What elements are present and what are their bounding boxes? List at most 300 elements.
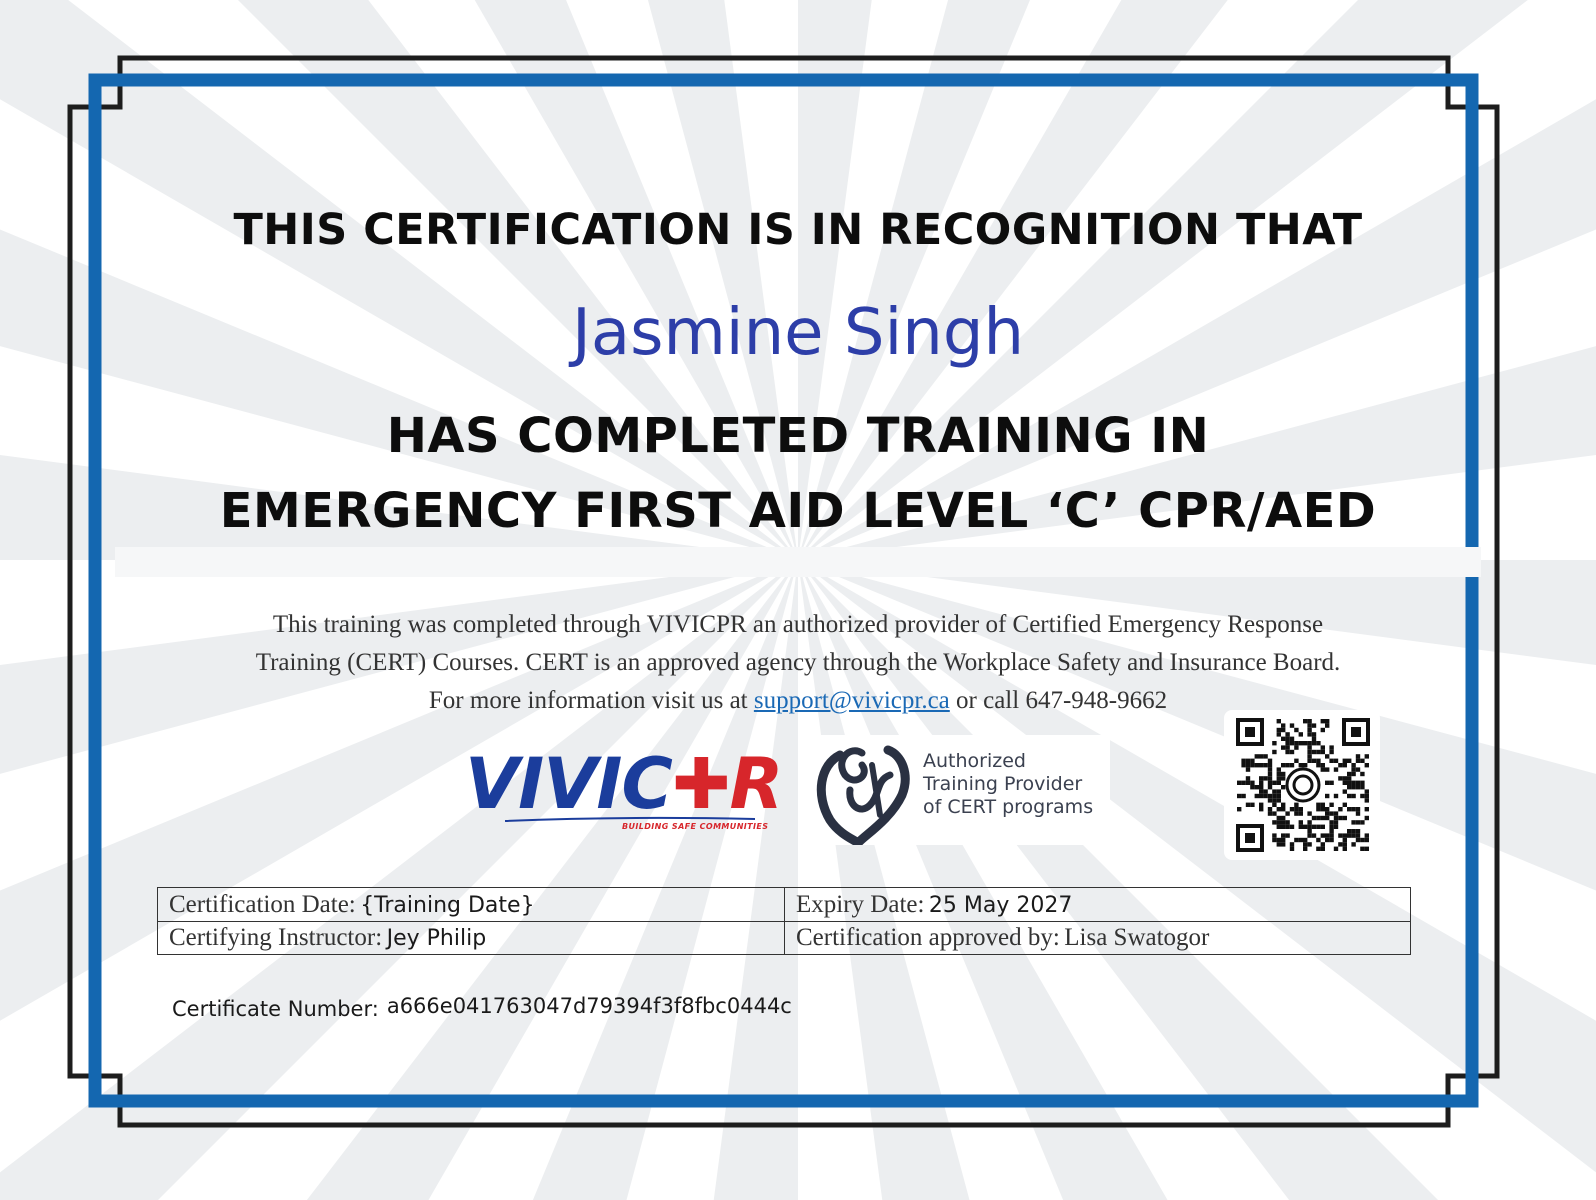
qr-module xyxy=(1277,798,1281,802)
cert-logo-text xyxy=(923,750,1093,819)
qr-module xyxy=(1285,763,1289,767)
qr-module xyxy=(1268,772,1272,776)
qr-module xyxy=(1303,838,1307,842)
qr-module xyxy=(1285,811,1289,815)
qr-module xyxy=(1277,767,1281,771)
qr-module xyxy=(1268,798,1272,802)
qr-module xyxy=(1321,816,1325,820)
qr-module xyxy=(1303,741,1307,745)
certificate-details-table xyxy=(157,887,1411,955)
divider-band xyxy=(115,547,1481,577)
qr-module xyxy=(1351,785,1355,789)
qr-module xyxy=(1285,750,1289,754)
qr-module xyxy=(1360,847,1364,851)
completed-heading: HAS COMPLETED TRAINING IN xyxy=(386,408,1210,464)
qr-module xyxy=(1329,825,1333,829)
qr-module xyxy=(1356,785,1360,789)
qr-module xyxy=(1347,807,1351,811)
qr-module xyxy=(1277,820,1281,824)
qr-module xyxy=(1329,750,1333,754)
qr-module xyxy=(1307,820,1311,824)
qr-module xyxy=(1343,803,1347,807)
qr-module xyxy=(1351,794,1355,798)
qr-module xyxy=(1343,816,1347,820)
qr-module xyxy=(1268,767,1272,771)
qr-module xyxy=(1277,838,1281,842)
qr-module xyxy=(1290,750,1294,754)
qr-module xyxy=(1303,719,1307,723)
qr-module xyxy=(1250,781,1254,785)
qr-module xyxy=(1250,785,1254,789)
qr-module xyxy=(1290,737,1294,741)
qr-module xyxy=(1329,811,1333,815)
qr-module xyxy=(1307,719,1311,723)
certification-date-value: {Training Date} xyxy=(360,893,535,918)
qr-module xyxy=(1321,719,1325,723)
qr-module xyxy=(1299,825,1303,829)
qr-module xyxy=(1365,794,1369,798)
qr-module xyxy=(1268,807,1272,811)
qr-module xyxy=(1268,763,1272,767)
qr-module xyxy=(1294,745,1298,749)
qr-module xyxy=(1290,842,1294,846)
certificate-number-label: Certificate Number: xyxy=(172,997,379,1021)
qr-module xyxy=(1316,763,1320,767)
instructor-cell xyxy=(158,921,785,954)
qr-module xyxy=(1241,759,1245,763)
qr-module xyxy=(1272,781,1276,785)
qr-module xyxy=(1321,842,1325,846)
qr-module xyxy=(1365,847,1369,851)
qr-module xyxy=(1277,719,1281,723)
qr-module xyxy=(1321,833,1325,837)
qr-module xyxy=(1338,776,1342,780)
qr-module xyxy=(1360,794,1364,798)
qr-module xyxy=(1325,838,1329,842)
qr-module xyxy=(1263,754,1267,758)
qr-module xyxy=(1259,794,1263,798)
qr-module xyxy=(1277,794,1281,798)
qr-module xyxy=(1277,842,1281,846)
cert-logo-mark-icon xyxy=(810,735,915,845)
qr-module xyxy=(1307,759,1311,763)
qr-module xyxy=(1255,794,1259,798)
qr-module xyxy=(1360,759,1364,763)
qr-module xyxy=(1285,820,1289,824)
qr-module xyxy=(1241,794,1245,798)
qr-module xyxy=(1281,816,1285,820)
qr-module xyxy=(1259,776,1263,780)
qr-module xyxy=(1237,781,1241,785)
instructor-value: Jey Philip xyxy=(386,926,487,951)
qr-module xyxy=(1303,842,1307,846)
qr-module xyxy=(1268,781,1272,785)
qr-module xyxy=(1281,785,1285,789)
qr-module xyxy=(1268,794,1272,798)
qr-module xyxy=(1316,807,1320,811)
qr-module xyxy=(1246,803,1250,807)
qr-module xyxy=(1307,842,1311,846)
qr-module xyxy=(1294,759,1298,763)
qr-module xyxy=(1338,807,1342,811)
qr-module xyxy=(1263,776,1267,780)
qr-module xyxy=(1299,763,1303,767)
qr-module xyxy=(1365,789,1369,793)
qr-module xyxy=(1325,833,1329,837)
qr-module xyxy=(1360,781,1364,785)
qr-module xyxy=(1259,785,1263,789)
qr-module xyxy=(1250,763,1254,767)
qr-module xyxy=(1360,772,1364,776)
qr-module xyxy=(1277,776,1281,780)
support-email-link[interactable]: support@vivicpr.ca xyxy=(753,687,950,714)
qr-module xyxy=(1290,723,1294,727)
qr-module xyxy=(1343,759,1347,763)
qr-module xyxy=(1307,745,1311,749)
qr-module xyxy=(1329,759,1333,763)
qr-module xyxy=(1303,763,1307,767)
qr-module xyxy=(1312,750,1316,754)
qr-module xyxy=(1360,838,1364,842)
qr-module xyxy=(1316,750,1320,754)
qr-module xyxy=(1259,754,1263,758)
qr-module xyxy=(1365,833,1369,837)
qr-module xyxy=(1325,767,1329,771)
qr-module xyxy=(1329,833,1333,837)
qr-module xyxy=(1268,776,1272,780)
qr-module xyxy=(1338,842,1342,846)
body-line-1: This training was completed through VIVICPR an authorized provider of Certified Emergency Response xyxy=(272,611,1324,638)
qr-module xyxy=(1281,833,1285,837)
qr-module xyxy=(1272,794,1276,798)
qr-module xyxy=(1299,807,1303,811)
qr-module xyxy=(1250,759,1254,763)
table-row xyxy=(158,888,1410,922)
certification-date-cell xyxy=(158,888,785,921)
certificate-number-value: a666e041763047d79394f3f8fbc0444c xyxy=(386,994,792,1018)
qr-module xyxy=(1241,781,1245,785)
qr-module xyxy=(1347,785,1351,789)
qr-module xyxy=(1325,794,1329,798)
qr-module xyxy=(1277,789,1281,793)
qr-module xyxy=(1299,820,1303,824)
qr-module xyxy=(1285,741,1289,745)
qr-module xyxy=(1277,825,1281,829)
qr-module xyxy=(1356,838,1360,842)
cert-logo-line-2: Training Provider xyxy=(923,773,1083,795)
qr-module xyxy=(1277,807,1281,811)
qr-module xyxy=(1259,763,1263,767)
qr-module xyxy=(1334,794,1338,798)
qr-module xyxy=(1281,803,1285,807)
qr-module xyxy=(1285,737,1289,741)
qr-module xyxy=(1272,811,1276,815)
qr-module xyxy=(1307,829,1311,833)
qr-module xyxy=(1334,825,1338,829)
qr-module xyxy=(1356,759,1360,763)
qr-module xyxy=(1294,803,1298,807)
qr-module xyxy=(1334,820,1338,824)
qr-module xyxy=(1325,816,1329,820)
qr-module xyxy=(1285,833,1289,837)
qr-module xyxy=(1272,838,1276,842)
qr-module xyxy=(1277,781,1281,785)
qr-module xyxy=(1343,833,1347,837)
qr-module xyxy=(1281,825,1285,829)
qr-module xyxy=(1285,732,1289,736)
qr-module xyxy=(1334,759,1338,763)
qr-module xyxy=(1365,807,1369,811)
qr-module xyxy=(1294,838,1298,842)
body-line-2: Training (CERT) Courses. CERT is an approved agency through the Workplace Safety and Insurance Board. xyxy=(255,649,1341,676)
qr-module xyxy=(1356,829,1360,833)
qr-module xyxy=(1325,754,1329,758)
qr-module xyxy=(1356,833,1360,837)
qr-module xyxy=(1351,807,1355,811)
qr-module xyxy=(1277,816,1281,820)
qr-module xyxy=(1343,838,1347,842)
qr-module xyxy=(1307,811,1311,815)
qr-module xyxy=(1347,829,1351,833)
qr-module xyxy=(1307,825,1311,829)
qr-module xyxy=(1347,776,1351,780)
expiry-date-label: Expiry Date: xyxy=(796,891,925,918)
qr-module xyxy=(1281,807,1285,811)
course-title: EMERGENCY FIRST AID LEVEL ‘C’ CPR/AED xyxy=(219,483,1377,539)
qr-module xyxy=(1272,789,1276,793)
vivicpr-cross-icon: ✚ xyxy=(671,743,730,825)
qr-module xyxy=(1356,767,1360,771)
qr-module xyxy=(1325,807,1329,811)
qr-module xyxy=(1347,759,1351,763)
qr-module xyxy=(1259,781,1263,785)
qr-module xyxy=(1325,811,1329,815)
qr-module xyxy=(1316,803,1320,807)
table-row xyxy=(158,921,1410,954)
vivicpr-word-red: R xyxy=(729,743,783,825)
qr-module xyxy=(1259,803,1263,807)
qr-module xyxy=(1321,763,1325,767)
qr-module xyxy=(1316,825,1320,829)
qr-module xyxy=(1294,807,1298,811)
qr-module xyxy=(1281,838,1285,842)
qr-module xyxy=(1299,732,1303,736)
qr-module xyxy=(1351,772,1355,776)
qr-module xyxy=(1307,741,1311,745)
qr-module xyxy=(1281,776,1285,780)
qr-module xyxy=(1351,767,1355,771)
qr-module xyxy=(1255,754,1259,758)
qr-module xyxy=(1321,807,1325,811)
qr-module xyxy=(1365,798,1369,802)
qr-module xyxy=(1316,816,1320,820)
qr-module xyxy=(1334,767,1338,771)
qr-module xyxy=(1268,811,1272,815)
certification-date-label: Certification Date: xyxy=(169,891,356,918)
qr-module xyxy=(1356,781,1360,785)
qr-module xyxy=(1329,803,1333,807)
qr-module xyxy=(1343,847,1347,851)
qr-module xyxy=(1312,737,1316,741)
qr-module xyxy=(1281,763,1285,767)
body-line-3-before: For more information visit us at xyxy=(428,687,754,714)
qr-module xyxy=(1312,816,1316,820)
qr-module xyxy=(1329,745,1333,749)
qr-module xyxy=(1343,789,1347,793)
qr-module xyxy=(1325,719,1329,723)
qr-module xyxy=(1246,759,1250,763)
qr-module xyxy=(1312,759,1316,763)
qr-module xyxy=(1347,772,1351,776)
qr-module xyxy=(1329,829,1333,833)
qr-module xyxy=(1281,745,1285,749)
qr-module xyxy=(1343,776,1347,780)
qr-module xyxy=(1347,781,1351,785)
qr-module xyxy=(1316,759,1320,763)
qr-module xyxy=(1285,825,1289,829)
qr-module xyxy=(1277,728,1281,732)
qr-module xyxy=(1268,759,1272,763)
qr-module xyxy=(1351,833,1355,837)
qr-module xyxy=(1246,776,1250,780)
qr-module xyxy=(1290,741,1294,745)
qr-module xyxy=(1290,763,1294,767)
qr-module xyxy=(1365,816,1369,820)
qr-module xyxy=(1351,820,1355,824)
qr-module xyxy=(1360,785,1364,789)
qr-module xyxy=(1321,825,1325,829)
qr-module xyxy=(1246,763,1250,767)
qr-module xyxy=(1299,838,1303,842)
qr-module xyxy=(1351,781,1355,785)
qr-module xyxy=(1351,842,1355,846)
qr-module xyxy=(1241,763,1245,767)
qr-module xyxy=(1281,820,1285,824)
qr-module xyxy=(1299,811,1303,815)
qr-module xyxy=(1272,820,1276,824)
qr-module xyxy=(1259,807,1263,811)
qr-module xyxy=(1281,842,1285,846)
qr-module xyxy=(1365,763,1369,767)
qr-module xyxy=(1338,816,1342,820)
qr-module xyxy=(1356,820,1360,824)
qr-module xyxy=(1356,811,1360,815)
qr-module xyxy=(1303,847,1307,851)
qr-module xyxy=(1316,847,1320,851)
qr-code[interactable] xyxy=(1224,710,1380,860)
vivicpr-tagline: BUILDING SAFE COMMUNITIES xyxy=(622,822,769,831)
qr-module xyxy=(1281,772,1285,776)
qr-module xyxy=(1307,833,1311,837)
qr-module xyxy=(1263,794,1267,798)
qr-module xyxy=(1312,825,1316,829)
qr-module xyxy=(1277,772,1281,776)
qr-module xyxy=(1246,781,1250,785)
qr-module xyxy=(1303,825,1307,829)
qr-module xyxy=(1237,794,1241,798)
vivicpr-wordmark xyxy=(465,744,782,824)
qr-module xyxy=(1347,833,1351,837)
qr-module xyxy=(1347,794,1351,798)
qr-module xyxy=(1334,811,1338,815)
recipient-name: Jasmine Singh xyxy=(572,296,1024,370)
qr-module xyxy=(1307,754,1311,758)
cert-logo-line-3: of CERT programs xyxy=(923,796,1094,818)
vivicpr-logo xyxy=(455,740,783,840)
recognition-heading: THIS CERTIFICATION IS IN RECOGNITION THAT xyxy=(233,205,1363,255)
qr-module xyxy=(1272,798,1276,802)
approved-by-value: Lisa Swatogor xyxy=(1064,924,1210,951)
approved-by-cell xyxy=(785,921,1411,954)
body-text xyxy=(140,606,1456,720)
qr-module xyxy=(1365,754,1369,758)
qr-module xyxy=(1272,750,1276,754)
qr-module xyxy=(1356,754,1360,758)
qr-module xyxy=(1290,807,1294,811)
certificate-number xyxy=(172,994,792,1021)
cert-logo-line-1: Authorized xyxy=(923,750,1026,772)
qr-module xyxy=(1272,833,1276,837)
qr-module xyxy=(1312,741,1316,745)
qr-module xyxy=(1290,825,1294,829)
qr-module xyxy=(1281,737,1285,741)
qr-module xyxy=(1246,767,1250,771)
qr-module xyxy=(1263,763,1267,767)
qr-module xyxy=(1263,789,1267,793)
qr-module xyxy=(1321,728,1325,732)
qr-module xyxy=(1321,750,1325,754)
vivicpr-word-blue: VIVIC xyxy=(465,743,672,825)
qr-module xyxy=(1259,789,1263,793)
qr-module xyxy=(1272,741,1276,745)
expiry-date-cell xyxy=(785,888,1411,921)
qr-module xyxy=(1312,732,1316,736)
qr-module xyxy=(1307,723,1311,727)
qr-module xyxy=(1343,763,1347,767)
qr-module xyxy=(1321,745,1325,749)
qr-module xyxy=(1356,807,1360,811)
qr-module xyxy=(1281,728,1285,732)
qr-module xyxy=(1321,847,1325,851)
qr-module xyxy=(1294,741,1298,745)
qr-module xyxy=(1237,807,1241,811)
qr-module xyxy=(1343,842,1347,846)
qr-module xyxy=(1255,785,1259,789)
qr-module xyxy=(1329,781,1333,785)
qr-module xyxy=(1294,728,1298,732)
approved-by-label: Certification approved by: xyxy=(796,924,1060,951)
qr-module xyxy=(1334,847,1338,851)
qr-module xyxy=(1351,829,1355,833)
qr-module xyxy=(1321,803,1325,807)
qr-module xyxy=(1255,763,1259,767)
qr-module xyxy=(1312,833,1316,837)
qr-module xyxy=(1316,838,1320,842)
qr-module xyxy=(1325,723,1329,727)
qr-module xyxy=(1343,781,1347,785)
expiry-date-value: 25 May 2027 xyxy=(928,893,1073,918)
qr-module xyxy=(1329,838,1333,842)
qr-module xyxy=(1299,741,1303,745)
qr-module xyxy=(1290,847,1294,851)
qr-module xyxy=(1351,763,1355,767)
qr-module xyxy=(1338,763,1342,767)
qr-module xyxy=(1250,803,1254,807)
qr-module xyxy=(1277,732,1281,736)
qr-module xyxy=(1338,833,1342,837)
cert-logo xyxy=(810,735,1110,845)
qr-module xyxy=(1307,732,1311,736)
